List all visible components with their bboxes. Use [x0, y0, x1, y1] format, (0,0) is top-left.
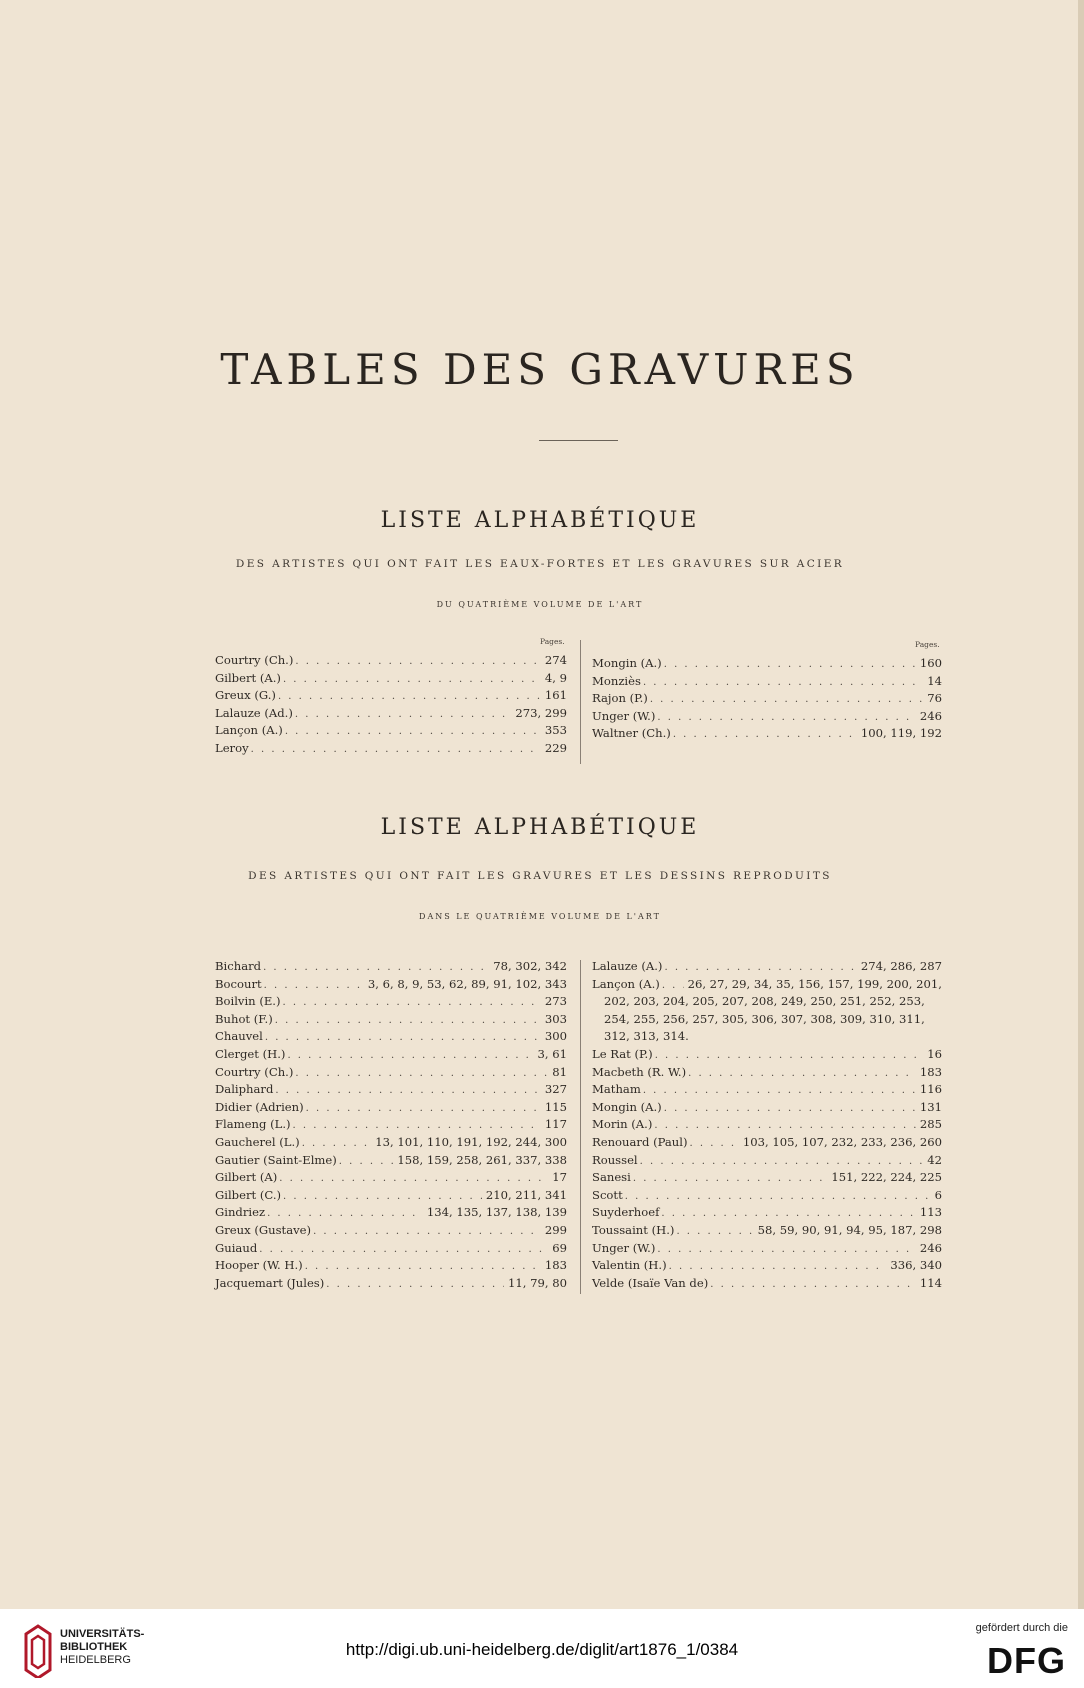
index-entry [592, 1187, 942, 1205]
page-numbers: 246 [919, 708, 942, 723]
index-entry [592, 1204, 942, 1222]
index-entry [592, 1275, 942, 1293]
dot-leader [285, 723, 541, 741]
artist-name: Roussel [592, 1152, 638, 1167]
artist-name: Toussaint (H.) [592, 1222, 675, 1237]
source-url[interactable]: http://digi.ub.uni-heidelberg.de/diglit/art1876_1/0384 [345, 1640, 739, 1659]
dot-leader [654, 1117, 916, 1135]
artist-name: Gautier (Saint-Elme) [215, 1152, 337, 1167]
dot-leader [302, 1135, 372, 1153]
artist-name: Daliphard [215, 1082, 274, 1097]
page-numbers: 336, 340 [890, 1258, 942, 1273]
index-entry [592, 673, 942, 691]
artist-name: Buhot (F.) [215, 1011, 273, 1026]
page-numbers: 299 [544, 1222, 567, 1237]
page-numbers: 14 [927, 673, 942, 688]
index-entry [215, 652, 567, 670]
dot-leader [664, 1100, 916, 1118]
page-numbers: 81 [552, 1064, 567, 1079]
artist-name: Mongin (A.) [592, 656, 662, 670]
dot-leader [673, 726, 857, 744]
artist-name: Rajon (P.) [592, 691, 648, 706]
artist-name: Unger (W.) [592, 708, 656, 723]
artist-name: Bichard [215, 959, 262, 973]
section1-right-column [592, 655, 942, 743]
index-entry [592, 1257, 942, 1275]
page-numbers: 103, 105, 107, 232, 233, 236, 260 [742, 1134, 942, 1149]
page-numbers: 202, 203, 204, 205, 207, 208, 249, 250, 251, 252, 253, [604, 994, 925, 1009]
index-entry [592, 690, 942, 708]
page-numbers: 183 [919, 1064, 942, 1079]
artist-name: Leroy [215, 740, 249, 755]
library-line3: HEIDELBERG [60, 1654, 131, 1666]
page-numbers: 312, 313, 314. [604, 1029, 689, 1044]
index-entry [592, 1046, 942, 1064]
page-numbers: 114 [919, 1275, 942, 1290]
index-entry [215, 1222, 567, 1240]
page-numbers: 285 [919, 1117, 942, 1132]
page-numbers: 69 [552, 1240, 567, 1255]
index-entry [592, 725, 942, 743]
artist-name: Bocourt [215, 976, 262, 991]
index-entry [215, 1240, 567, 1258]
library-line1: UNIVERSITÄTS- [60, 1628, 145, 1640]
funded-by-label: gefördert durch die [975, 1622, 1068, 1634]
dot-leader [326, 1276, 504, 1294]
page-numbers: 353 [544, 723, 567, 738]
page-numbers: 158, 159, 258, 261, 337, 338 [397, 1152, 567, 1167]
index-entry [592, 976, 942, 994]
artist-name: Lançon (A.) [592, 976, 660, 991]
dot-leader [625, 1188, 931, 1206]
page-numbers: 327 [544, 1082, 567, 1097]
index-entry [215, 958, 567, 976]
index-entry [215, 1064, 567, 1082]
dot-leader [295, 653, 540, 671]
dot-leader [643, 674, 923, 692]
index-entry [215, 670, 567, 688]
page-numbers: 229 [544, 740, 567, 755]
page-numbers: 151, 222, 224, 225 [831, 1170, 942, 1185]
index-entry [215, 687, 567, 705]
section2-right-column [592, 958, 942, 1292]
page-numbers: 273 [544, 994, 567, 1009]
library-line2: BIBLIOTHEK [60, 1641, 128, 1653]
pages-label-right: Pages. [915, 640, 940, 649]
dot-leader [669, 1258, 887, 1276]
page-numbers: 160 [919, 656, 942, 670]
page-numbers: 274 [544, 653, 567, 667]
page-numbers: 210, 211, 341 [485, 1187, 567, 1202]
index-entry [215, 1152, 567, 1170]
artist-name: Scott [592, 1187, 623, 1202]
page-numbers: 17 [552, 1170, 567, 1185]
artist-name: Gindriez [215, 1205, 266, 1220]
index-entry [592, 1116, 942, 1134]
artist-name: Boilvin (E.) [215, 994, 281, 1009]
page-edge [1078, 0, 1084, 1609]
artist-name: Valentin (H.) [592, 1258, 667, 1273]
index-entry [215, 1081, 567, 1099]
artist-name: Clerget (H.) [215, 1046, 286, 1061]
dot-leader [283, 1188, 482, 1206]
artist-name: Courtry (Ch.) [215, 1064, 294, 1079]
index-entry [592, 1081, 942, 1099]
dot-leader [676, 1223, 753, 1241]
dot-leader [275, 1082, 540, 1100]
index-entry [592, 1011, 942, 1029]
dot-leader [279, 1170, 548, 1188]
dot-leader [664, 656, 916, 674]
index-entry [215, 1275, 567, 1293]
section2-subtitle2: DANS LE QUATRIÈME VOLUME DE L'ART [419, 912, 661, 921]
dot-leader [283, 671, 541, 689]
artist-name: Macbeth (R. W.) [592, 1064, 687, 1079]
index-entry [215, 1187, 567, 1205]
page-numbers: 13, 101, 110, 191, 192, 244, 300 [375, 1134, 567, 1149]
index-entry [592, 1099, 942, 1117]
dot-leader [287, 1047, 533, 1065]
index-entry [592, 1152, 942, 1170]
artist-name: Lalauze (A.) [592, 959, 663, 973]
artist-name: Unger (W.) [592, 1240, 656, 1255]
artist-name: Gilbert (A) [215, 1170, 278, 1185]
index-entry [592, 1222, 942, 1240]
page-title: TABLES DES GRAVURES [220, 345, 860, 394]
section1-subtitle2: DU QUATRIÈME VOLUME DE L'ART [436, 600, 644, 609]
dot-leader [283, 994, 541, 1012]
page-numbers: 16 [927, 1046, 942, 1061]
page-numbers: 100, 119, 192 [860, 726, 942, 741]
page-numbers: 274, 286, 287 [860, 959, 942, 973]
artist-name: Didier (Adrien) [215, 1099, 304, 1114]
dot-leader [662, 977, 684, 995]
dot-leader [264, 977, 364, 995]
section1-left-column [215, 652, 567, 758]
section1-subtitle: DES ARTISTES QUI ONT FAIT LES EAUX-FORTES ET LES GRAVURES SUR ACIER [235, 558, 845, 570]
artist-name: Gilbert (C.) [215, 1187, 282, 1202]
index-entry [215, 993, 567, 1011]
artist-name: Morin (A.) [592, 1117, 653, 1132]
title-divider [539, 440, 618, 441]
index-entry [592, 655, 942, 673]
page-numbers: 78, 302, 342 [493, 959, 567, 973]
index-entry [215, 1011, 567, 1029]
page-numbers: 134, 135, 137, 138, 139 [426, 1205, 567, 1220]
dot-leader [710, 1276, 916, 1294]
page-numbers: 116 [919, 1082, 942, 1097]
index-entry [215, 740, 567, 758]
page-numbers: 58, 59, 90, 91, 94, 95, 187, 298 [757, 1222, 942, 1237]
index-entry [592, 1134, 942, 1152]
dot-leader [643, 1082, 916, 1100]
dot-leader [265, 1029, 541, 1047]
page-numbers: 113 [919, 1205, 942, 1220]
dot-leader [657, 1241, 915, 1259]
dot-leader [633, 1170, 828, 1188]
index-entry [592, 1240, 942, 1258]
dot-leader [688, 1065, 916, 1083]
artist-name: Jacquemart (Jules) [215, 1275, 325, 1290]
index-entry [592, 958, 942, 976]
index-entry [215, 1046, 567, 1064]
page-numbers: 3, 6, 8, 9, 53, 62, 89, 91, 102, 343 [367, 976, 567, 991]
section2-subtitle: DES ARTISTES QUI ONT FAIT LES GRAVURES ET LES DESSINS REPRODUITS [248, 870, 832, 882]
index-entry [215, 1099, 567, 1117]
index-entry [215, 976, 567, 994]
artist-name: Sanesi [592, 1170, 631, 1185]
index-entry [215, 1257, 567, 1275]
artist-name: Gilbert (A.) [215, 670, 281, 685]
index-entry [592, 1169, 942, 1187]
dot-leader [664, 959, 856, 977]
artist-name: Flameng (L.) [215, 1117, 291, 1132]
dot-leader [313, 1223, 541, 1241]
artist-name: Renouard (Paul) [592, 1134, 688, 1149]
dot-leader [339, 1153, 394, 1171]
page-numbers: 161 [544, 688, 567, 703]
artist-name: Matham [592, 1082, 641, 1097]
page-numbers: 117 [544, 1117, 567, 1132]
page-numbers: 115 [544, 1099, 567, 1114]
index-entry [215, 1116, 567, 1134]
page-numbers: 273, 299 [515, 705, 567, 720]
index-entry [215, 705, 567, 723]
index-entry [215, 722, 567, 740]
pages-label-left: Pages. [540, 637, 565, 646]
dot-leader [275, 1012, 541, 1030]
dot-leader [295, 1065, 548, 1083]
index-entry [215, 1028, 567, 1046]
artist-name: Lançon (A.) [215, 723, 283, 738]
index-entry [215, 1169, 567, 1187]
section2-heading: LISTE ALPHABÉTIQUE [380, 815, 700, 840]
artist-name: Suyderhoef [592, 1205, 660, 1220]
page-numbers: 303 [544, 1011, 567, 1026]
artist-name: Le Rat (P.) [592, 1046, 653, 1061]
dot-leader [267, 1205, 423, 1223]
page-numbers: 300 [544, 1029, 567, 1044]
dot-leader [306, 1100, 541, 1118]
artist-name: Chauvel [215, 1029, 263, 1044]
dfg-logo: DFG [987, 1640, 1066, 1681]
column-divider [580, 960, 581, 1294]
artist-name: Greux (G.) [215, 688, 276, 703]
page-numbers: 183 [544, 1258, 567, 1273]
page-numbers: 6 [934, 1187, 942, 1202]
index-entry [592, 708, 942, 726]
column-divider [580, 640, 581, 764]
page-numbers: 42 [927, 1152, 942, 1167]
section2-left-column [215, 958, 567, 1292]
dot-leader [305, 1258, 541, 1276]
page-numbers: 246 [919, 1240, 942, 1255]
page-numbers: 76 [927, 691, 942, 706]
dot-leader [640, 1153, 924, 1171]
index-entry [215, 1134, 567, 1152]
dot-leader [650, 691, 923, 709]
page-numbers: 3, 61 [537, 1046, 567, 1061]
artist-name: Greux (Gustave) [215, 1222, 312, 1237]
dot-leader [657, 709, 915, 727]
artist-name: Waltner (Ch.) [592, 726, 671, 741]
page-numbers: 254, 255, 256, 257, 305, 306, 307, 308, 309, 310, 311, [604, 1011, 925, 1026]
dot-leader [278, 688, 541, 706]
dot-leader [259, 1241, 548, 1259]
section1-heading: LISTE ALPHABÉTIQUE [380, 508, 700, 533]
index-entry [592, 1028, 942, 1046]
index-entry [592, 993, 942, 1011]
page-numbers: 4, 9 [544, 670, 567, 685]
artist-name: Monziès [592, 673, 641, 688]
dot-leader [295, 706, 511, 724]
dot-leader [689, 1135, 738, 1153]
artist-name: Hooper (W. H.) [215, 1258, 303, 1273]
page-numbers: 11, 79, 80 [508, 1275, 567, 1290]
index-entry [215, 1204, 567, 1222]
dot-leader [661, 1205, 915, 1223]
dot-leader [251, 741, 541, 759]
dot-leader [655, 1047, 924, 1065]
dot-leader [293, 1117, 541, 1135]
artist-name: Mongin (A.) [592, 1099, 662, 1114]
artist-name: Courtry (Ch.) [215, 653, 294, 667]
dot-leader [263, 959, 489, 977]
index-entry [592, 1064, 942, 1082]
artist-name: Velde (Isaïe Van de) [592, 1275, 709, 1290]
page-numbers: 26, 27, 29, 34, 35, 156, 157, 199, 200, 201, [687, 976, 942, 991]
artist-name: Lalauze (Ad.) [215, 705, 293, 720]
page-numbers: 131 [919, 1099, 942, 1114]
artist-name: Gaucherel (L.) [215, 1134, 300, 1149]
artist-name: Guiaud [215, 1240, 258, 1255]
